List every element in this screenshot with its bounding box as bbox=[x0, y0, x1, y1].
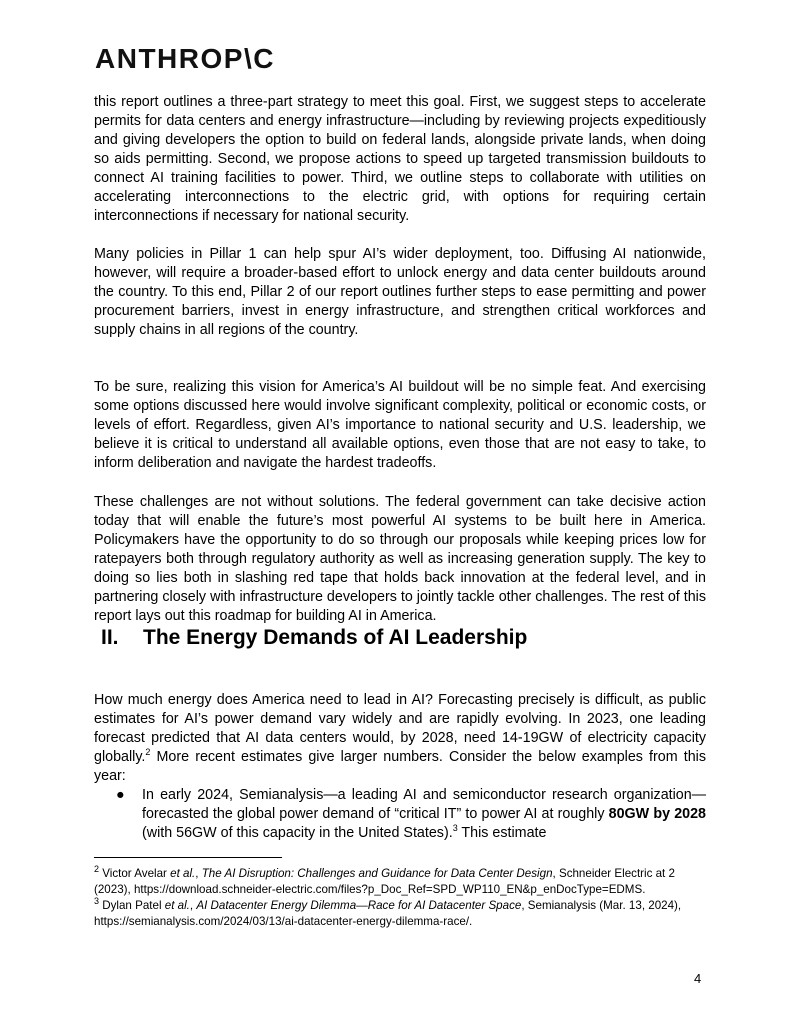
bullet-text bbox=[142, 786, 706, 843]
footnote-divider bbox=[94, 857, 282, 858]
footnote-citation: , Semianalysis (Mar. 13, 2024), https://semianalysis.com/2024/03/13/ai-datacenter-energy-dilemma-race/. bbox=[94, 899, 682, 928]
paragraph-energy-intro bbox=[94, 691, 706, 786]
footnote-number: 2 bbox=[94, 864, 100, 875]
list-item bbox=[116, 786, 706, 843]
bullet-bold-figure: 80GW by 2028 bbox=[608, 806, 707, 822]
paragraph-solutions: These challenges are not without solutions. The federal government can take decisive action today that will enable the future’s most powerful AI systems to be built here in America. Policymakers have the opportunity to do so through our proposals while keeping prices low for ratepayers both through regulatory authority as well as increasing generation supply. The key to doing so lies both in slashing red tape that holds back innovation at the federal level, and in partnering closely with infrastructure developers to jointly tackle other challenges. The rest of this report lays out this roadmap for building AI in America. bbox=[94, 494, 706, 624]
footnote-etal: et al. bbox=[170, 867, 196, 880]
footnote-ref-3[interactable]: 3 bbox=[452, 823, 458, 834]
paragraph-strategy: this report outlines a three-part strategy to meet this goal. First, we suggest steps to accelerate permits for data centers and energy infrastructure—including by reviewing projects expeditiously and giving developers the option to build on federal lands, alongside private lands, when doing so aids permitting. Second, we propose actions to speed up targeted transmission buildouts to connect AI training facilities to power. Third, we outline steps to collaborate with utilities on accelerating interconnections to the electric grid, with options for requiring certain interconnections if necessary for national security. bbox=[94, 94, 706, 224]
footnote-separator: , bbox=[189, 899, 197, 912]
paragraph-tradeoffs: To be sure, realizing this vision for America’s AI buildout will be no simple feat. And exercising some options discussed here would involve significant complexity, political or economic costs, or levels of effort. Regardless, given AI’s importance to national security and U.S. leadership, we believe it is critical to understand all available options, even those that are not easy to take, to inform deliberation and navigate the hardest tradeoffs. bbox=[94, 379, 706, 471]
bullet-text-start: In early 2024, Semianalysis—a leading AI and semiconductor research organization—forecasted the global power demand of “critical IT” to power AI at roughly bbox=[142, 787, 706, 822]
footnote-separator: , bbox=[195, 867, 202, 880]
footnote-number: 3 bbox=[94, 896, 100, 907]
footnote-title: The AI Disruption: Challenges and Guidance for Data Center Design bbox=[201, 867, 553, 880]
footnote-author: Dylan Patel bbox=[99, 899, 165, 912]
footnote-3 bbox=[94, 898, 706, 930]
intro-text-continued: More recent estimates give larger numbers. Consider the below examples from this year: bbox=[94, 749, 706, 784]
bullet-icon: ● bbox=[116, 787, 125, 803]
anthropic-logo: ANTHROP\C bbox=[95, 43, 275, 74]
footnotes bbox=[94, 866, 706, 930]
paragraph-pillar-2: Many policies in Pillar 1 can help spur AI’s wider deployment, too. Diffusing AI nationwide, however, will require a broader-based effort to unlock energy and data center buildouts around the country. To this end, Pillar 2 of our report outlines further steps to ease permitting and power procurement barriers, invest in energy infrastructure, and strengthen critical workforces and supply chains in all regions of the country. bbox=[94, 246, 706, 338]
footnote-2 bbox=[94, 866, 706, 898]
footnote-citation: , Schneider Electric at 2 (2023), https://download.schneider-electric.com/files?p_Doc_Ref=SPD_WP110_EN&p_enDocType=EDMS. bbox=[94, 867, 675, 896]
footnote-etal: et al. bbox=[164, 899, 190, 912]
section-title: The Energy Demands of AI Leadership bbox=[143, 626, 528, 649]
footnote-ref-2[interactable]: 2 bbox=[145, 747, 151, 758]
section-heading bbox=[101, 625, 527, 651]
footnote-author: Victor Avelar bbox=[99, 867, 171, 880]
bullet-text-middle: (with 56GW of this capacity in the United States). bbox=[142, 825, 453, 841]
intro-text: How much energy does America need to lead in AI? Forecasting precisely is difficult, as public estimates for AI’s power demand vary widely and are rapidly evolving. In 2023, one leading forecast predicted that AI data centers would, by 2028, need 14-19GW of electricity capacity globally. bbox=[94, 692, 706, 765]
section-number: II. bbox=[101, 626, 119, 649]
page-number: 4 bbox=[694, 971, 702, 986]
bullet-text-tail: This estimate bbox=[457, 825, 547, 841]
footnote-title: AI Datacenter Energy Dilemma—Race for AI Datacenter Space bbox=[196, 899, 522, 912]
